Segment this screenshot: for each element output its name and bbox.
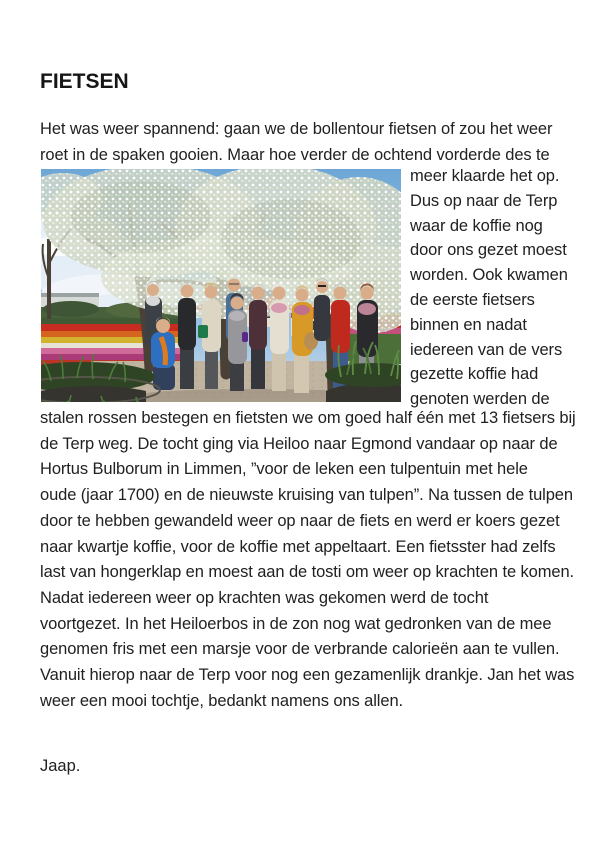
text-line: Dus op naar de Terp xyxy=(410,191,558,210)
paragraph-below-photo xyxy=(40,406,605,714)
text-line: Nadat iedereen weer op krachten was gekomen werd de tocht xyxy=(40,588,489,607)
text-line: de eerste fietsers xyxy=(410,290,535,309)
text-line: waar de koffie nog xyxy=(410,216,543,235)
text-line: last van hongerklap en moest aan de tosti om weer op krachten te komen. xyxy=(40,563,575,582)
text-line: door ons gezet moest xyxy=(410,241,567,260)
paragraph-beside-photo xyxy=(410,164,600,412)
signature: Jaap. xyxy=(40,757,81,775)
text-line: worden. Ook kwamen xyxy=(410,266,568,285)
page-title: FIETSEN xyxy=(40,70,129,93)
text-line: weer een mooi tochtje, bedankt namens ons allen. xyxy=(40,691,404,710)
text-line: Vanuit hierop naar de Terp voor nog een gezamenlijk drankje. Jan het was xyxy=(40,666,575,685)
text-line: stalen rossen bestegen en fietsten we om goed half één met 13 fietsers bij xyxy=(40,409,576,427)
text-line: de Terp weg. De tocht ging via Heiloo naar Egmond vandaar op naar de xyxy=(40,434,558,453)
text-line: voortgezet. In het Heiloerbos in de zon nog wat gedronken van de mee xyxy=(40,614,552,633)
intro-paragraph xyxy=(40,116,600,168)
text-line: naar kwartje koffie, voor de koffie met appeltaart. Een fietsster had zelfs xyxy=(40,537,556,556)
group-photo xyxy=(41,169,401,402)
text-line: door te hebben gewandeld weer op naar de fiets en werd er koers gezet xyxy=(40,511,560,530)
text-line: oude (jaar 1700) en de nieuwste kruising van tulpen”. Na tussen de tulpen xyxy=(40,486,573,505)
text-line: roet in de spaken gooien. Maar hoe verder de ochtend vorderde des te xyxy=(40,146,550,164)
text-line: binnen en nadat xyxy=(410,315,527,334)
text-line: genomen fris met een marsje voor de verbrande calorieën aan te vullen. xyxy=(40,640,560,659)
text-line: meer klaarde het op. xyxy=(410,167,560,185)
text-line: genoten werden de xyxy=(410,390,550,409)
group-photo-image xyxy=(41,169,401,402)
text-line: Hortus Bulborum in Limmen, ”voor de leken een tulpentuin met hele xyxy=(40,460,528,479)
text-line: iedereen van de vers xyxy=(410,340,563,359)
text-line: Het was weer spannend: gaan we de bollentour fietsen of zou het weer xyxy=(40,120,553,138)
text-line: gezette koffie had xyxy=(410,365,539,384)
